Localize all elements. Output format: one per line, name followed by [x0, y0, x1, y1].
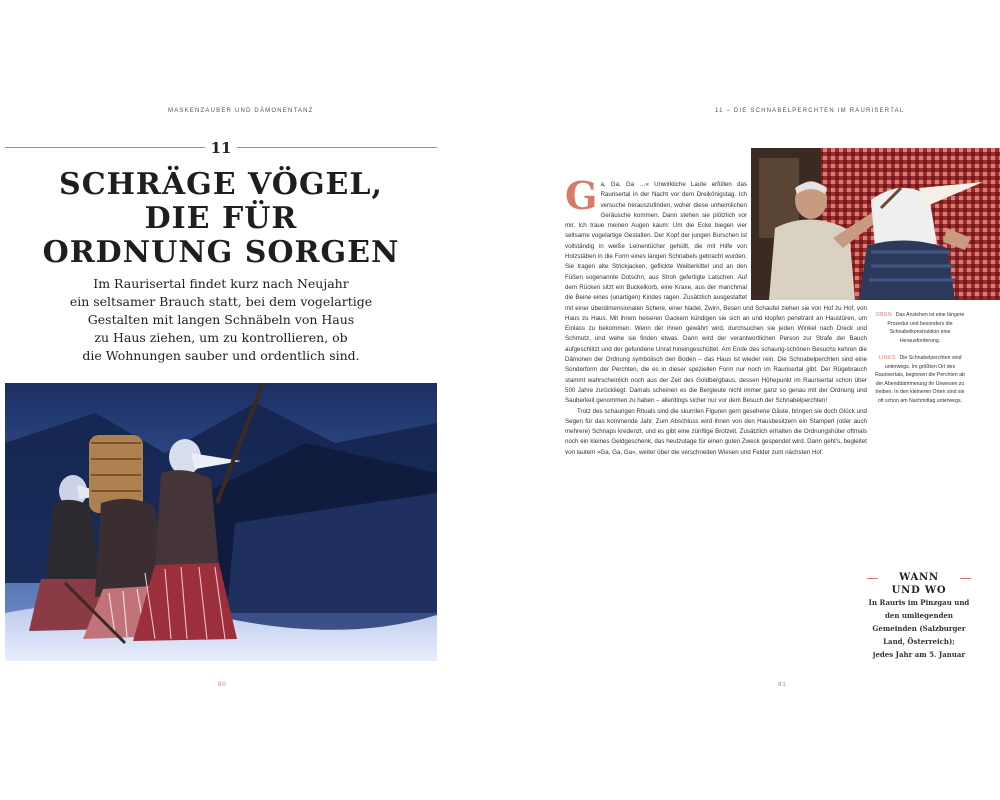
page-number-right: 91 — [778, 682, 787, 688]
drop-cap: G — [565, 173, 598, 218]
photo-dressing-schnabelpercht — [751, 148, 1000, 300]
right-page — [500, 0, 1000, 800]
page-number-left: 90 — [218, 682, 227, 688]
info-box-text — [867, 596, 971, 661]
standfirst-line: ein seltsamer Brauch statt, bei dem vogelartige — [69, 294, 373, 309]
info-box-title-line: UND WO — [891, 585, 947, 596]
photo-captions — [872, 311, 968, 414]
info-box-line: In Rauris im Pinzgau und — [868, 598, 970, 607]
caption-text: Die Schnabelperchten sind unterwegs. Im größten Ort des Raurisertals, beginnen die Perchten ab der Abenddämmerung ihr Unwesen zu treiben. In den kleineren Orten sind sie oft schon am Nachmittag unterwegs. — [875, 355, 965, 404]
page-title — [5, 168, 437, 270]
info-box-line: Land, Österreich); — [883, 637, 955, 646]
caption-tag: LINKS — [878, 355, 897, 361]
info-box-line: jedes Jahr am 5. Januar — [872, 650, 966, 659]
running-head-left: MASKENZAUBER UND DÄMONENTANZ — [168, 108, 314, 114]
caption-top — [872, 311, 968, 345]
info-box-line: Gemeinden (Salzburger — [872, 624, 966, 633]
standfirst-line: die Wohnungen sauber und ordentlich sind. — [82, 348, 360, 363]
running-head-right: 11 – DIE SCHNABELPERCHTEN IM RAURISERTAL — [715, 108, 905, 114]
caption-left — [872, 354, 968, 405]
chapter-number: 11 — [205, 139, 237, 157]
headline-line: ORDNUNG SORGEN — [42, 235, 400, 270]
info-box-title — [878, 571, 960, 597]
standfirst-line: zu Haus ziehen, um zu kontrollieren, ob — [94, 330, 348, 345]
paragraph-2: Trotz des schaurigen Rituals sind die skurrilen Figuren gern gesehene Gäste, bringen sie doch Glück und Segen für das kommende Jahr. Zum Abschluss wird ihnen von den Hausbesitzern ein Stamperl (oder auch mehrere) Schnaps kredenzt, und es gibt eine zünftige Brotzeit. Zusätzlich erhalten die Ordnungshüter oftmals noch ein kleines Geldgeschenk, das heutzutage für einen guten Zweck gespendet wird. Dann geht's, begleitet von lautem »Ga, Ga, Ga«, weiter über die verschneiten Wiesen und Felder zum nächsten Hof. — [565, 407, 867, 456]
caption-tag: OBEN — [875, 312, 893, 318]
standfirst-line: Gestalten mit langen Schnäbeln von Haus — [87, 312, 355, 327]
standfirst — [5, 275, 437, 365]
paragraph-1-text: a, Ga, Ga …« Unwirkliche Laute erfüllen das Raurisertal in der Nacht vor dem Dreikönigstag. Ich versuche herauszufinden, woher diese unheimlichen Geräusche kommen. Dann stehen sie plötzlich vor mir. Ich traue meinen Augen kaum: Um die Ecke biegen vier seltsame vogelartige Gestalten. Der Kopf der jungen Burschen ist vollständig in weiße Leinentücher gehüllt, die mit Hilfe von Holzstäben in die Form eines langen Schnabels gebracht wurden. Sie tragen alte Strickjacken, geflickte Weiberkittel und an den Füßen sogenannte Dotschn, aus Stroh gefertigte Latschen. Auf dem Rücken sitzt ein Buckelkorb, eine Kraxe, aus der manchmal die Beine eines (unartigen) Kindes ragen. Zusätzlich ausgestattet mit einer überdimensionalen Schere, einer Nadel, Zwirn, Besen und Schaufel ziehen sie von Hof zu Hof, von Haus zu Haus. Mit ihrem heiseren Gackern kündigen sie sich an und klopfen penetrant an Haustüren, um Einlass zu bekommen. Wenn der ihnen gewährt wird, durchsuchen sie jeden Winkel nach Dreck und Schmutz, und wehe sie finden etwas. Dann wird der verantwortlichen Person zur Strafe der Bauch aufgeschlitzt und der gefundene Unrat hineingeschüttet. Am Ende des schaurig-schönen Besuchs kehren die Dämonen der Ordnung symbolisch den Boden – das Haus ist wieder rein. Die Schnabelperchten sind eine Sonderform der Perchten, die es in dieser speziellen Form nur noch im Raurisertal gibt. Der Rügebrauch stammt wahrscheinlich noch aus der Zeit des Goldbergbaus, dessen Höhepunkt im Raurisertal schon über 500 Jahre zurückliegt. Damals scheinen es die Bergleute nicht immer ganz so genau mit der Ordnung und Sauberkeit genommen zu haben – allerdings sicher nur vor dem Besuch der Schnabelperchten! — [565, 181, 867, 405]
caption-text: Das Anziehen ist eine längere Prozedur und besonders die Schnabelkonstruktion eine Herausforderung. — [887, 312, 965, 344]
headline-line: SCHRÄGE VÖGEL, — [59, 167, 383, 202]
photo-schnabelperchten-evening — [5, 383, 437, 661]
info-box-title-line: WANN — [899, 572, 939, 583]
standfirst-line: Im Raurisertal findet kurz nach Neujahr — [93, 276, 349, 291]
info-box-line: den umliegenden — [884, 611, 954, 620]
headline-line: DIE FÜR — [144, 201, 298, 236]
